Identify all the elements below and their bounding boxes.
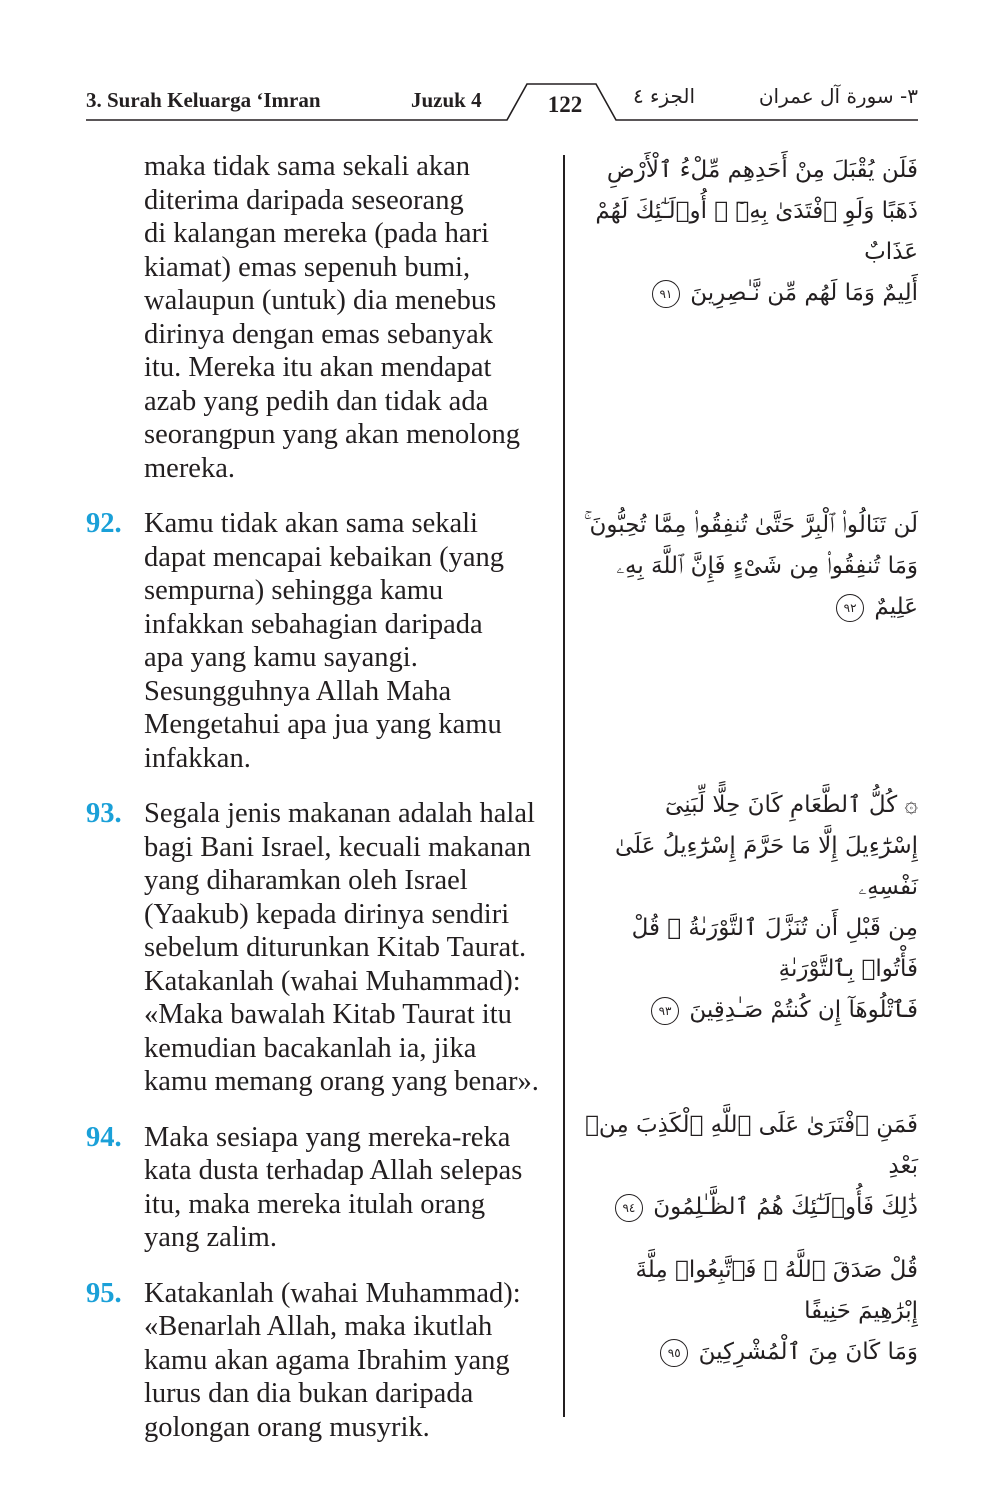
verse-91-arabic [578, 150, 918, 314]
verse-text: Katakanlah (wahai Muhammad): «Benarlah Allah, maka ikutlah kamu akan agama Ibrahim yang lurus dan dia bukan daripada golongan orang musyrik. [144, 1277, 521, 1443]
verse-95-arabic [578, 1250, 918, 1373]
verse-95-translation [86, 1277, 560, 1445]
juzuk-label: Juzuk 4 [411, 88, 482, 112]
verse-93-arabic [578, 785, 918, 1031]
verse-number: 93. [86, 798, 122, 829]
verse-text: Maka sesiapa yang mereka-reka kata dusta terhadap Allah selepas itu, maka mereka itulah orang yang zalim. [144, 1121, 523, 1253]
verse-92-arabic [578, 505, 918, 628]
ayah-number-mark: ٩٣ [651, 997, 679, 1025]
verse-text: maka tidak sama sekali akan diterima daripada seseorang di kalangan mereka (pada hari kiamat) emas sepenuh bumi, walaupun (untuk) dia menebus dirinya dengan emas sebanyak itu. Mereka itu akan mendapat azab yang pedih dan tidak ada seorangpun yang akan menolong mereka. [144, 151, 520, 484]
verse-text: Segala jenis makanan adalah halal bagi Bani Israel, kecuali makanan yang diharamkan oleh Israel (Yaakub) kepada dirinya sendiri sebelum diturunkan Kitab Taurat. Katakanlah (wahai Muhammad): «Maka bawalah Kitab Taurat itu kemudian bacakanlah ia, jika kamu memang orang yang benar». [144, 798, 539, 1097]
arabic-text: ۞ كُلُّ ٱلطَّعَامِ كَانَ حِلًّا لِّبَنِىٓ إِسْرَٰٓءِيلَ إِلَّا مَا حَرَّمَ إِسْرَٰٓءِيلُ عَلَىٰ نَفْسِهِۦ مِن قَبْلِ أَن تُنَزَّلَ ٱلتَّوْرَىٰةُ ۗ قُلْ فَأْتُوا۟ بِٱلتَّوْرَىٰةِ فَٱتْلُوهَآ إِن كُنتُمْ صَـٰدِقِينَ [614, 792, 918, 1023]
verse-number: 95. [86, 1277, 122, 1309]
verse-94-arabic [578, 1105, 918, 1228]
arabic-text: لَن تَنَالُوا۟ ٱلْبِرَّ حَتَّىٰ تُنفِقُوا۟ مِمَّا تُحِبُّونَ ۚ وَمَا تُنفِقُوا۟ مِن شَىْءٍ فَإِنَّ ٱللَّهَ بِهِۦ عَلِيمٌ [583, 512, 918, 620]
page-number: 122 [547, 92, 583, 117]
verse-92-translation [86, 507, 560, 775]
arabic-text: فَمَنِ ٱفْتَرَىٰ عَلَى ٱللَّهِ ٱلْكَذِبَ مِنۢ بَعْدِ ذَٰلِكَ فَأُو۟لَـٰٓئِكَ هُمُ ٱلظَّـٰلِمُونَ [585, 1112, 918, 1220]
column-divider [563, 155, 565, 1417]
verse-93-translation [86, 797, 560, 1099]
ayah-number-mark: ٩٢ [836, 594, 864, 622]
surah-title-arabic: ٣- سورة آل عمران [758, 84, 918, 108]
verse-number: 92. [86, 508, 122, 539]
ayah-number-mark: ٩١ [652, 280, 680, 308]
surah-title-latin: 3. Surah Keluarga ‘Imran [86, 88, 321, 112]
ayah-number-mark: ٩٤ [615, 1194, 643, 1222]
juz-label-arabic: الجزء ٤ [632, 84, 696, 108]
translation-column [86, 150, 560, 1444]
verse-94-translation [86, 1121, 560, 1255]
verse-91-translation [86, 150, 560, 485]
arabic-text: فَلَن يُقْبَلَ مِنْ أَحَدِهِم مِّلْءُ ٱلْأَرْضِ ذَهَبًا وَلَوِ ٱفْتَدَىٰ بِهِۦٓ ۗ أُو۟لَـٰٓئِكَ لَهُمْ عَذَابٌ أَلِيمٌ وَمَا لَهُم مِّن نَّـٰصِرِينَ [595, 157, 918, 306]
verse-number: 94. [86, 1121, 122, 1153]
ayah-number-mark: ٩٥ [660, 1339, 688, 1367]
verse-text: Kamu tidak akan sama sekali dapat mencapai kebaikan (yang sempurna) sehingga kamu infakkan sebahagian daripada apa yang kamu sayangi. Sesungguhnya Allah Maha Mengetahui apa jua yang kamu infakkan. [144, 508, 505, 774]
page-header [0, 0, 1000, 125]
arabic-text: قُلْ صَدَقَ ٱللَّهُ ۗ فَٱتَّبِعُوا۟ مِلَّةَ إِبْرَٰهِيمَ حَنِيفًا وَمَا كَانَ مِنَ ٱلْمُشْرِكِينَ [635, 1257, 918, 1365]
